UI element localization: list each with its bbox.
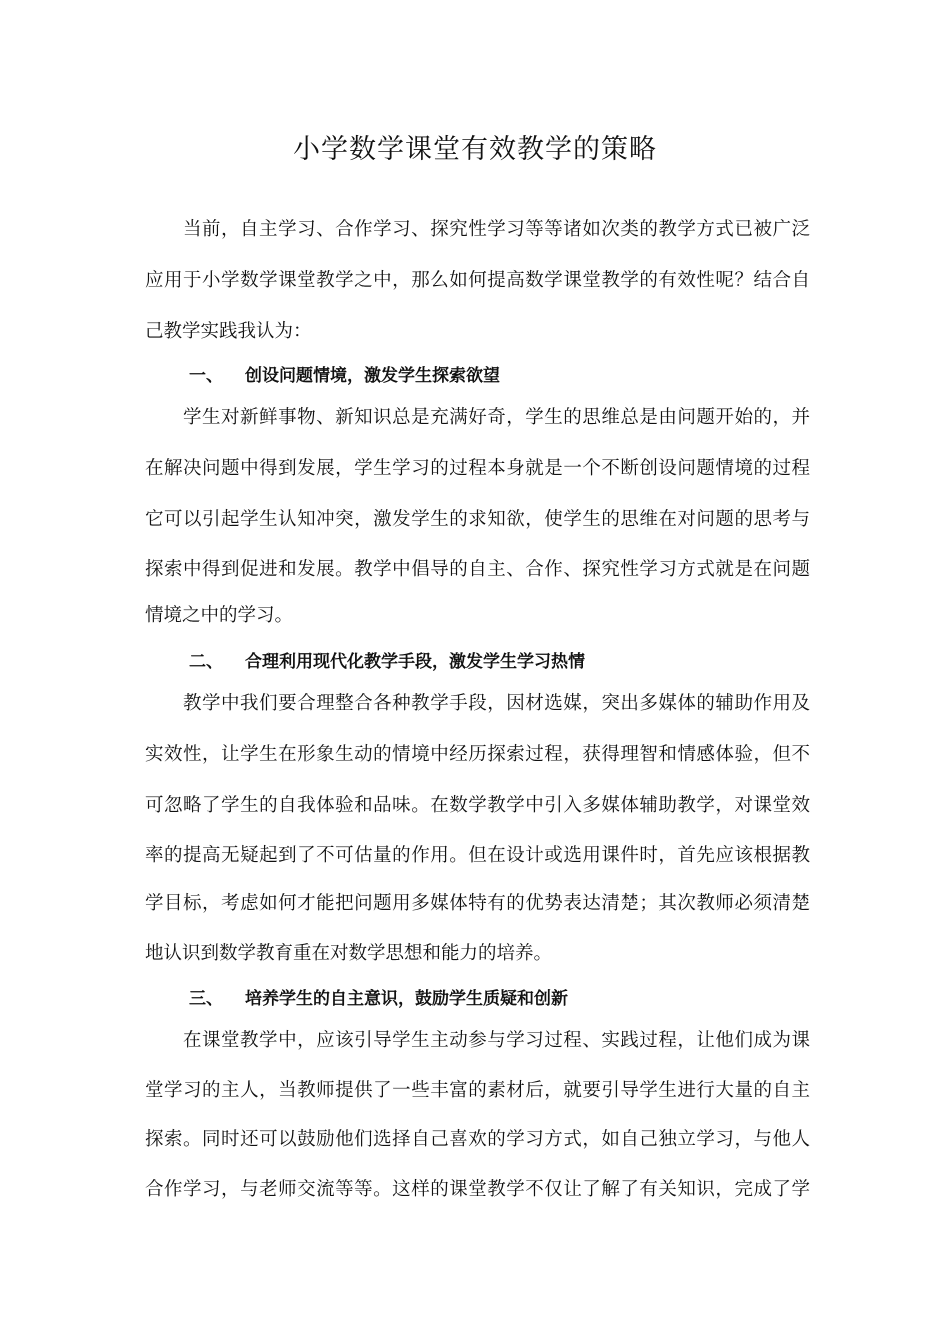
section-heading-text-1: 创设问题情境，激发学生探索欲望 bbox=[245, 366, 500, 386]
section-1-line-5: 情境之中的学习。 bbox=[145, 605, 294, 626]
section-2-line-4: 率的提高无疑起到了不可估量的作用。但在设计或选用课件时，首先应该根据教 bbox=[145, 845, 810, 866]
section-2-line-6: 地认识到数学教育重在对数学思想和能力的培养。 bbox=[145, 943, 553, 964]
section-number-1: 一、 bbox=[189, 366, 223, 386]
section-heading-text-3: 培养学生的自主意识，鼓励学生质疑和创新 bbox=[245, 989, 568, 1009]
section-3-line-2: 堂学习的主人，当教师提供了一些丰富的素材后，就要引导学生进行大量的自主 bbox=[145, 1080, 810, 1101]
intro-line-3: 己教学实践我认为： bbox=[145, 321, 312, 342]
section-3-line-4: 合作学习，与老师交流等等。这样的课堂教学不仅让了解了有关知识，完成了学 bbox=[145, 1179, 810, 1200]
section-2-line-5: 学目标，考虑如何才能把问题用多媒体特有的优势表达清楚；其次教师必须清楚 bbox=[145, 893, 810, 914]
section-number-2: 二、 bbox=[189, 652, 223, 672]
section-3-line-1: 在课堂教学中，应该引导学生主动参与学习过程、实践过程，让他们成为课 bbox=[183, 1030, 810, 1051]
section-1-line-1: 学生对新鲜事物、新知识总是充满好奇，学生的思维总是由问题开始的，并 bbox=[183, 407, 810, 428]
section-2-line-2: 实效性，让学生在形象生动的情境中经历探索过程，获得理智和情感体验，但不 bbox=[145, 744, 810, 765]
section-number-3: 三、 bbox=[189, 989, 223, 1009]
section-heading-2 bbox=[189, 647, 585, 677]
intro-line-1: 当前，自主学习、合作学习、探究性学习等等诸如次类的教学方式已被广泛 bbox=[183, 219, 810, 240]
intro-line-2: 应用于小学数学课堂教学之中，那么如何提高数学课堂教学的有效性呢？结合自 bbox=[145, 270, 810, 291]
section-heading-1 bbox=[189, 361, 500, 391]
section-1-line-4: 探索中得到促进和发展。教学中倡导的自主、合作、探究性学习方式就是在问题 bbox=[145, 559, 810, 580]
document-title: 小学数学课堂有效教学的策略 bbox=[293, 134, 657, 165]
section-2-line-1: 教学中我们要合理整合各种教学手段，因材选媒，突出多媒体的辅助作用及 bbox=[183, 693, 810, 714]
section-1-line-2: 在解决问题中得到发展，学生学习的过程本身就是一个不断创设问题情境的过程 bbox=[145, 458, 810, 479]
section-1-line-3: 它可以引起学生认知冲突，激发学生的求知欲，使学生的思维在对问题的思考与 bbox=[145, 509, 810, 530]
section-3-line-3: 探索。同时还可以鼓励他们选择自己喜欢的学习方式，如自己独立学习，与他人 bbox=[145, 1129, 810, 1150]
section-heading-text-2: 合理利用现代化教学手段，激发学生学习热情 bbox=[245, 652, 585, 672]
section-2-line-3: 可忽略了学生的自我体验和品味。在数学教学中引入多媒体辅助教学，对课堂效 bbox=[145, 795, 810, 816]
section-heading-3 bbox=[189, 984, 568, 1014]
